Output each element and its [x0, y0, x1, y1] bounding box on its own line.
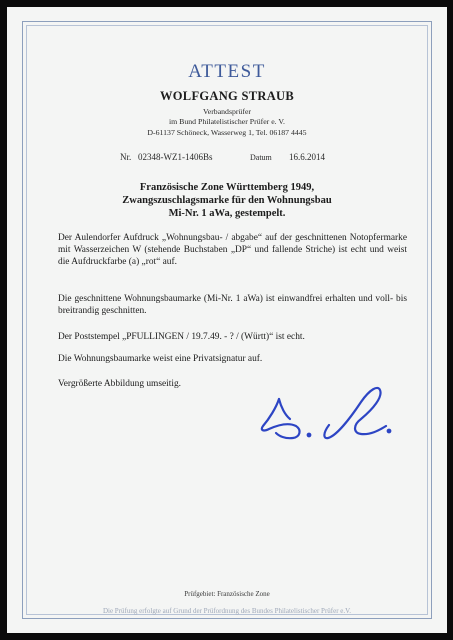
examiner-association: im Bund Philatelistischer Prüfer e. V. [168, 117, 285, 126]
paragraph-private-signature: Die Wohnungsbaumarke weist eine Privatsignatur auf. [58, 354, 263, 364]
certificate-date: 16.6.2014 [289, 152, 325, 162]
pruefgebiet-note: Prüfgebiet: Französische Zone [184, 590, 270, 598]
examiner-name: WOLFGANG STRAUB [159, 89, 295, 103]
stamp-heading-line3: Mi-Nr. 1 aWa, gestempelt. [168, 208, 286, 219]
certificate-sheet [7, 7, 447, 633]
certificate-number: 02348-WZ1-1406Bs [138, 152, 213, 162]
handwritten-signature [257, 381, 397, 447]
date-label: Datum [250, 153, 272, 162]
nr-label: Nr. [120, 152, 132, 162]
examiner-role: Verbandsprüfer [202, 107, 252, 116]
paragraph-postmark: Der Poststempel „PFULLINGEN / 19.7.49. - ? / (Württ)“ ist echt. [58, 332, 305, 342]
examiner-address: D-61137 Schöneck, Wasserweg 1, Tel. 06187 4445 [147, 128, 307, 137]
stamp-heading-line1: Französische Zone Württemberg 1949, [139, 182, 315, 193]
paragraph-overprint: Der Aulendorfer Aufdruck „Wohnungsbau- / abgabe“ auf der geschnittenen Notopfermarke mit Wasserzeichen W (stehende Buchstaben „DP“ und fallende Striche) ist echt und weist die Aufdruckfarbe (a) „rot“ auf. [58, 233, 407, 268]
stamp-heading-line2: Zwangszuschlagsmarke für den Wohnungsbau [122, 195, 332, 206]
paragraph-enlarged-image: Vergrößerte Abbildung umseitig. [58, 379, 181, 389]
pruefordnung-note: Die Prüfung erfolgte auf Grund der Prüfordnung des Bundes Philatelistischer Prüfer e.V. [102, 607, 352, 615]
attest-title: ATTEST [188, 61, 266, 82]
paragraph-condition: Die geschnittene Wohnungsbaumarke (Mi-Nr. 1 aWa) ist einwandfrei erhalten und voll- bis breitrandig geschnitten. [58, 294, 407, 317]
